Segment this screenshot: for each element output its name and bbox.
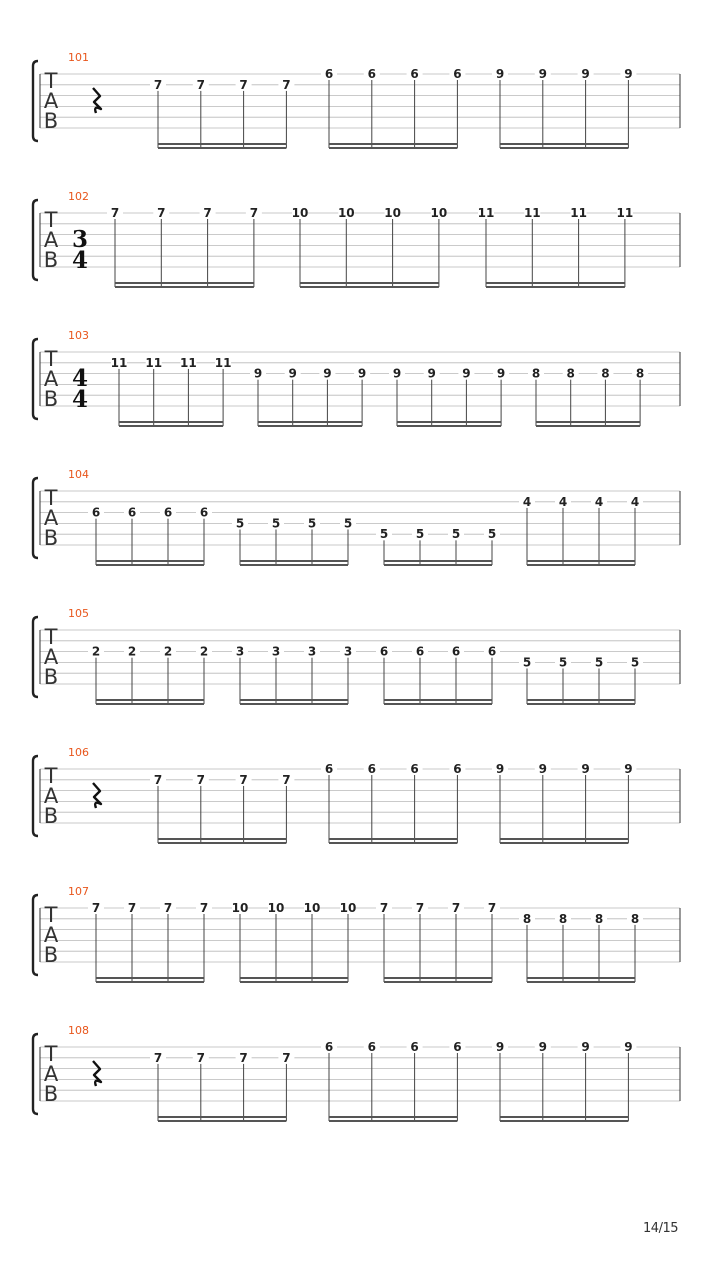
fret-number: 9	[624, 67, 633, 81]
fret-number: 3	[307, 644, 317, 659]
fret-number: 6	[324, 762, 334, 776]
fret-number: 11	[523, 206, 541, 220]
tab-clef-letter: A	[43, 645, 59, 669]
fret-number: 6	[91, 505, 101, 520]
system-bracket	[33, 339, 38, 419]
fret-number: 6	[163, 505, 173, 520]
fret-number: 11	[214, 355, 232, 370]
tab-clef-letter: T	[44, 208, 58, 232]
fret-number: 7	[239, 772, 248, 787]
tab-clef-letter: B	[43, 804, 59, 828]
fret-number: 5	[235, 516, 245, 531]
fret-number: 10	[430, 206, 448, 220]
tab-clef-letter: A	[43, 367, 59, 391]
tab-clef-letter: T	[44, 625, 58, 649]
fret-number: 4	[558, 494, 568, 509]
tab-system	[33, 51, 680, 148]
fret-number: 7	[282, 772, 291, 787]
fret-number: 8	[558, 911, 568, 926]
fret-number: 5	[307, 516, 317, 531]
tab-clef-letter: B	[43, 665, 59, 689]
fret-number: 6	[453, 1040, 462, 1054]
fret-number: 6	[487, 644, 497, 659]
fret-number: 7	[249, 206, 259, 220]
tab-clef-letter: B	[43, 1082, 59, 1106]
fret-number: 8	[531, 366, 541, 381]
fret-number: 6	[410, 67, 419, 81]
fret-number: 3	[343, 644, 353, 659]
measure-number: 108	[68, 1024, 89, 1037]
tab-clef-letter: A	[43, 228, 59, 252]
fret-number: 9	[357, 366, 367, 381]
fret-number: 9	[253, 366, 263, 381]
fret-number: 11	[477, 206, 495, 220]
fret-number: 9	[581, 762, 590, 776]
measure-number: 102	[68, 190, 89, 203]
fret-number: 3	[235, 644, 245, 659]
tab-clef-letter: A	[43, 506, 59, 530]
fret-number: 6	[410, 1040, 419, 1054]
fret-number: 9	[624, 1040, 633, 1054]
fret-number: 6	[367, 762, 376, 776]
fret-number: 7	[153, 1050, 163, 1065]
fret-number: 6	[379, 644, 389, 659]
fret-number: 11	[180, 355, 197, 370]
fret-number: 5	[487, 527, 497, 542]
fret-number: 9	[581, 1040, 590, 1054]
fret-number: 8	[630, 911, 640, 926]
tab-clef-letter: A	[43, 784, 59, 808]
tab-clef-letter: B	[43, 109, 59, 133]
tab-clef-letter: B	[43, 387, 59, 411]
fret-number: 3	[271, 644, 281, 659]
fret-number: 9	[323, 366, 332, 381]
fret-number: 6	[451, 644, 461, 659]
tab-clef-letter: T	[44, 903, 58, 927]
fret-number: 6	[453, 67, 462, 81]
fret-number: 8	[566, 366, 575, 381]
fret-number: 6	[410, 762, 419, 776]
fret-number: 7	[415, 901, 425, 915]
fret-number: 9	[288, 366, 297, 381]
fret-number: 7	[157, 206, 166, 220]
fret-number: 9	[538, 67, 547, 81]
tab-system	[33, 329, 680, 426]
fret-number: 9	[495, 762, 505, 776]
fret-number: 8	[594, 911, 604, 926]
fret-number: 9	[427, 366, 436, 381]
fret-number: 11	[616, 206, 634, 220]
fret-number: 9	[495, 67, 505, 81]
tab-clef-letter: B	[43, 248, 59, 272]
fret-number: 8	[522, 911, 532, 926]
measure-number: 105	[68, 607, 89, 620]
tab-system	[33, 885, 680, 982]
system-bracket	[33, 756, 38, 836]
measure-number: 103	[68, 329, 89, 342]
fret-number: 7	[487, 901, 497, 915]
fret-number: 6	[453, 762, 462, 776]
time-signature-bottom: 4	[71, 247, 89, 274]
fret-number: 6	[324, 67, 334, 81]
measure-number: 107	[68, 885, 89, 898]
fret-number: 5	[379, 527, 389, 542]
fret-number: 11	[570, 206, 587, 220]
measure-number: 101	[68, 51, 89, 64]
fret-number: 5	[594, 655, 604, 670]
fret-number: 6	[324, 1040, 334, 1054]
fret-number: 10	[384, 206, 401, 220]
fret-number: 6	[367, 1040, 376, 1054]
fret-number: 7	[110, 206, 120, 220]
system-bracket	[33, 200, 38, 280]
fret-number: 6	[415, 644, 425, 659]
measure-number: 106	[68, 746, 89, 759]
quarter-rest	[93, 1061, 101, 1086]
fret-number: 8	[635, 366, 645, 381]
quarter-rest	[93, 88, 101, 113]
fret-number: 4	[522, 494, 532, 509]
fret-number: 6	[127, 505, 137, 520]
fret-number: 6	[199, 505, 209, 520]
fret-number: 9	[581, 67, 590, 81]
fret-number: 5	[630, 655, 640, 670]
fret-number: 2	[127, 644, 137, 659]
tab-system	[33, 1024, 680, 1121]
fret-number: 7	[282, 1050, 291, 1065]
tab-system	[33, 190, 680, 287]
fret-number: 7	[163, 901, 173, 915]
fret-number: 2	[163, 644, 173, 659]
fret-number: 7	[239, 77, 248, 92]
system-bracket	[33, 617, 38, 697]
fret-number: 7	[153, 772, 163, 787]
fret-number: 7	[451, 901, 461, 915]
tab-system	[33, 607, 680, 704]
tab-clef-letter: A	[43, 89, 59, 113]
fret-number: 8	[601, 366, 610, 381]
fret-number: 9	[495, 1040, 505, 1054]
fret-number: 9	[392, 366, 402, 381]
measure-number: 104	[68, 468, 89, 481]
fret-number: 11	[145, 355, 163, 370]
fret-number: 9	[538, 762, 547, 776]
tab-clef-letter: T	[44, 69, 58, 93]
time-signature-bottom: 4	[71, 386, 89, 413]
fret-number: 11	[110, 355, 128, 370]
fret-number: 10	[291, 206, 309, 220]
fret-number: 7	[196, 772, 205, 787]
fret-number: 4	[630, 494, 640, 509]
fret-number: 7	[127, 901, 137, 915]
fret-number: 10	[339, 901, 357, 915]
fret-number: 7	[196, 1050, 205, 1065]
fret-number: 6	[367, 67, 376, 81]
fret-number: 5	[522, 655, 532, 670]
fret-number: 7	[379, 901, 389, 915]
fret-number: 7	[203, 206, 212, 220]
time-signature-top: 3	[71, 226, 89, 253]
tab-system	[33, 468, 680, 565]
fret-number: 9	[462, 366, 471, 381]
fret-number: 5	[558, 655, 568, 670]
fret-number: 5	[343, 516, 353, 531]
fret-number: 2	[91, 644, 101, 659]
fret-number: 7	[153, 77, 163, 92]
fret-number: 5	[415, 527, 425, 542]
page-indicator: 14/15	[643, 1221, 678, 1236]
fret-number: 9	[538, 1040, 547, 1054]
fret-number: 7	[282, 77, 291, 92]
fret-number: 4	[594, 494, 604, 509]
system-bracket	[33, 1034, 38, 1114]
fret-number: 5	[451, 527, 461, 542]
tab-clef-letter: A	[43, 1062, 59, 1086]
tab-clef-letter: T	[44, 347, 58, 371]
tab-clef-letter: A	[43, 923, 59, 947]
tab-clef-letter: T	[44, 764, 58, 788]
fret-number: 10	[231, 901, 249, 915]
fret-number: 7	[239, 1050, 248, 1065]
fret-number: 5	[271, 516, 281, 531]
tab-clef-letter: T	[44, 1042, 58, 1066]
fret-number: 2	[199, 644, 209, 659]
fret-number: 10	[337, 206, 355, 220]
system-bracket	[33, 895, 38, 975]
system-bracket	[33, 61, 38, 141]
tab-system	[33, 746, 680, 843]
tab-clef-letter: B	[43, 943, 59, 967]
fret-number: 10	[303, 901, 321, 915]
quarter-rest	[93, 783, 101, 808]
fret-number: 7	[199, 901, 209, 915]
tab-clef-letter: T	[44, 486, 58, 510]
tab-clef-letter: B	[43, 526, 59, 550]
fret-number: 10	[267, 901, 285, 915]
fret-number: 7	[196, 77, 205, 92]
time-signature-top: 4	[71, 365, 89, 392]
system-bracket	[33, 478, 38, 558]
fret-number: 9	[496, 366, 506, 381]
fret-number: 9	[624, 762, 633, 776]
fret-number: 7	[91, 901, 101, 915]
